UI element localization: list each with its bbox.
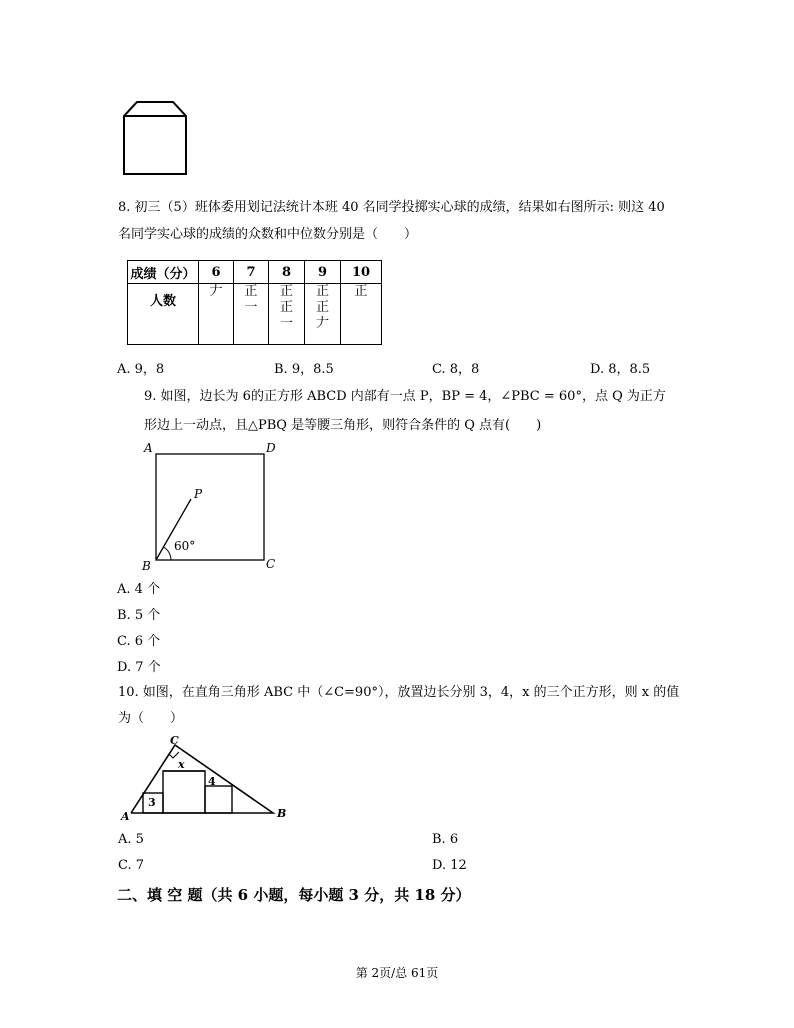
q10-option-a[interactable]: A. 5: [118, 832, 144, 847]
tally-cell: [269, 284, 305, 345]
score-header-cell: 6: [199, 261, 234, 284]
angle-label: 60°: [174, 539, 196, 553]
label-b: B: [277, 807, 287, 820]
tally-cell: [305, 284, 341, 345]
score-header-cell: 7: [234, 261, 269, 284]
label-p: P: [194, 487, 203, 501]
section-2-title: 二、填 空 题（共 6 小题，每小题 3 分，共 18 分）: [117, 886, 471, 904]
score-header-cell: 10: [341, 261, 382, 284]
label-a: A: [144, 441, 153, 455]
q8-option-b[interactable]: B. 9，8.5: [274, 362, 334, 377]
tally-mark: 𠂇: [315, 316, 329, 331]
tally-mark: 𠂇: [209, 284, 223, 299]
tally-mark: 正: [315, 284, 329, 299]
question-10-line2: 为（ ）: [118, 711, 184, 726]
question-9-line1: 9. 如图，边长为 6的正方形 ABCD 内部有一点 P，BP = 4，∠PBC = 60°，点 Q 为正方: [144, 389, 666, 404]
question-10-line1: 10. 如图，在直角三角形 ABC 中（∠C=90°），放置边长分别 3，4，x 的三个正方形，则 x 的值: [118, 685, 680, 700]
q9-option-a[interactable]: A. 4 个: [117, 582, 161, 597]
label-b: B: [142, 559, 151, 573]
tally-mark: 一: [279, 316, 293, 331]
tally-cell: [234, 284, 269, 345]
q10-option-b[interactable]: B. 6: [432, 832, 459, 847]
question-8-number: 8.: [118, 200, 131, 215]
question-8-text-line2: 名同学实心球的成绩的众数和中位数分别是（ ）: [118, 227, 418, 242]
q9-option-c[interactable]: C. 6 个: [117, 634, 161, 649]
tally-mark: 一: [244, 300, 258, 315]
question-8-text-line1: 初三（5）班体委用划记法统计本班 40 名同学投掷实心球的成绩，结果如右图所示: 则这 40: [134, 200, 665, 215]
q9-option-b[interactable]: B. 5 个: [117, 608, 161, 623]
q9-option-d[interactable]: D. 7 个: [117, 660, 161, 675]
square-4-label: 4: [208, 775, 216, 788]
score-header-label: 成绩（分）: [128, 261, 199, 284]
question-10: [118, 680, 688, 732]
score-header-cell: 8: [269, 261, 305, 284]
tally-mark: 正: [315, 300, 329, 315]
q10-option-c[interactable]: C. 7: [118, 858, 145, 873]
q8-option-a[interactable]: A. 9，8: [117, 362, 165, 377]
tally-row-label: 人数: [128, 284, 199, 345]
tally-mark: 正: [279, 284, 293, 299]
square-abcd-figure: [138, 438, 288, 574]
square-3-label: 3: [148, 796, 156, 809]
square-x-label: x: [178, 758, 185, 771]
tally-cell: [199, 284, 234, 345]
question-9-line2: 形边上一动点，且△PBQ 是等腰三角形，则符合条件的 Q 点有( ): [144, 418, 542, 433]
q8-option-d[interactable]: D. 8，8.5: [590, 362, 651, 377]
label-c: C: [266, 557, 276, 571]
tally-mark: 正: [244, 284, 258, 299]
tally-row: [128, 284, 382, 345]
question-9: [144, 382, 684, 440]
label-c: C: [170, 734, 179, 747]
tally-mark: 正: [354, 284, 368, 299]
score-header-cell: 9: [305, 261, 341, 284]
page-number: 第 2页/总 61页: [355, 966, 439, 980]
label-a: A: [121, 810, 130, 822]
question-8: [118, 194, 680, 248]
tally-mark: 正: [279, 300, 293, 315]
q8-option-c[interactable]: C. 8，8: [432, 362, 480, 377]
pentagon-figure: [120, 98, 192, 180]
tally-cell: [341, 284, 382, 345]
q10-option-d[interactable]: D. 12: [432, 858, 467, 873]
score-tally-table: [127, 260, 382, 345]
label-d: D: [266, 441, 276, 455]
score-header-row: [128, 261, 382, 284]
right-triangle-squares-figure: [120, 734, 296, 822]
